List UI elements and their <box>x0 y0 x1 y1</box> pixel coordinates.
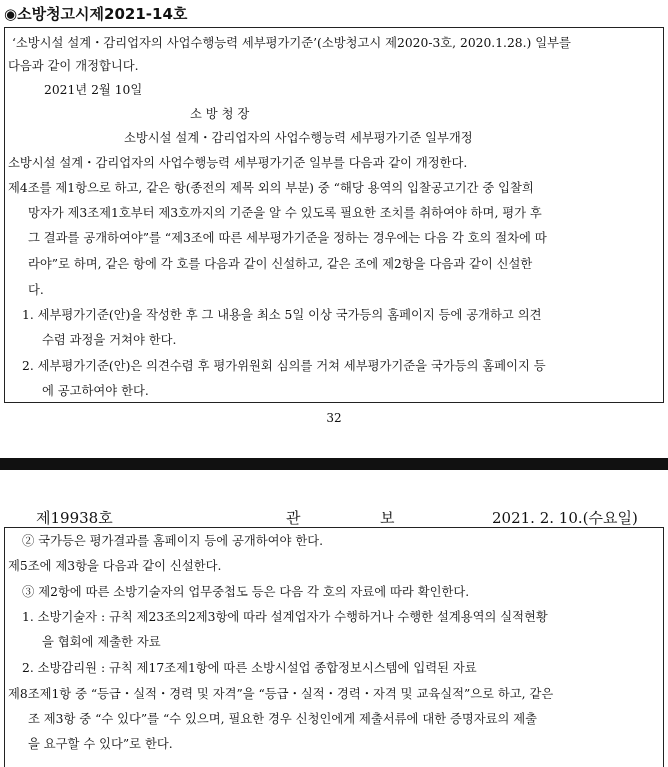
text-line: 제4조를 제1항으로 하고, 같은 항(종전의 제목 외의 부분) 중 “해당 용역의 입찰공고기간 중 입찰희 <box>8 181 534 195</box>
text-line: 수렴 과정을 거쳐야 한다. <box>42 333 177 347</box>
text-line: 소방시설 설계・감리업자의 사업수행능력 세부평가기준 일부를 다음과 같이 개정한다. <box>8 156 468 170</box>
page-divider <box>0 458 668 470</box>
text-line: 제8조제1항 중 “등급・실적・경력 및 자격”을 “등급・실적・경력・자격 및 교육실적”으로 하고, 같은 <box>8 687 554 701</box>
text-line: ‘소방시설 설계・감리업자의 사업수행능력 세부평가기준’(소방청고시 제2020-3호, 2020.1.28.) 일부를 <box>12 36 571 50</box>
gazette-title-char: 관 <box>286 509 301 527</box>
list-item: 1. 소방기술자 : 규칙 제23조의2제3항에 따라 설계업자가 수행하거나 수행한 설계용역의 실적현황 <box>22 610 548 624</box>
text-line: 에 공고하여야 한다. <box>42 384 149 398</box>
issue-date: 2021. 2. 10.(수요일) <box>492 509 638 527</box>
text-line: 다. <box>28 283 44 297</box>
text-line: 을 협회에 제출한 자료 <box>42 635 161 649</box>
text-line: ② 국가등은 평가결과를 홈페이지 등에 공개하여야 한다. <box>22 534 323 548</box>
gazette-title-char: 보 <box>380 509 395 527</box>
list-item: 2. 세부평가기준(안)은 의견수렴 후 평가위원회 심의를 거쳐 세부평가기준을 국가등의 홈페이지 등 <box>22 359 546 373</box>
text-line: 제5조에 제3항을 다음과 같이 신설한다. <box>8 559 222 573</box>
text-line: 을 요구할 수 있다”로 한다. <box>28 737 173 751</box>
list-item: 2. 소방감리원 : 규칙 제17조제1항에 따른 소방시설업 종합정보시스템에 입력된 자료 <box>22 661 477 675</box>
list-item: 1. 세부평가기준(안)을 작성한 후 그 내용을 최소 5일 이상 국가등의 홈페이지 등에 공개하고 의견 <box>22 308 542 322</box>
date-line: 2021년 2월 10일 <box>44 83 143 97</box>
notice-heading: ◉소방청고시제2021-14호 <box>4 5 188 23</box>
issue-number: 제19938호 <box>36 509 113 527</box>
text-line: 망자가 제3조제1호부터 제3호까지의 기준을 알 수 있도록 필요한 조치를 취하여야 하며, 평가 후 <box>28 206 542 220</box>
text-line: ③ 제2항에 따른 소방기술자의 업무중첩도 등은 다음 각 호의 자료에 따라 확인한다. <box>22 585 470 599</box>
text-line: 조 제3항 중 “수 있다”를 “수 있으며, 필요한 경우 신청인에게 제출서류에 대한 증명자료의 제출 <box>28 712 538 726</box>
page-number: 32 <box>326 411 342 425</box>
text-line: 라야”로 하며, 같은 항에 각 호를 다음과 같이 신설하고, 같은 조에 제2항을 다음과 같이 신설한 <box>28 257 533 271</box>
issuer-line: 소 방 청 장 <box>190 107 250 121</box>
amendment-title: 소방시설 설계・감리업자의 사업수행능력 세부평가기준 일부개정 <box>124 131 473 145</box>
text-line: 다음과 같이 개정합니다. <box>8 59 139 73</box>
text-line: 그 결과를 공개하여야”를 “제3조에 따른 세부평가기준을 정하는 경우에는 다음 각 호의 절차에 따 <box>28 231 547 245</box>
